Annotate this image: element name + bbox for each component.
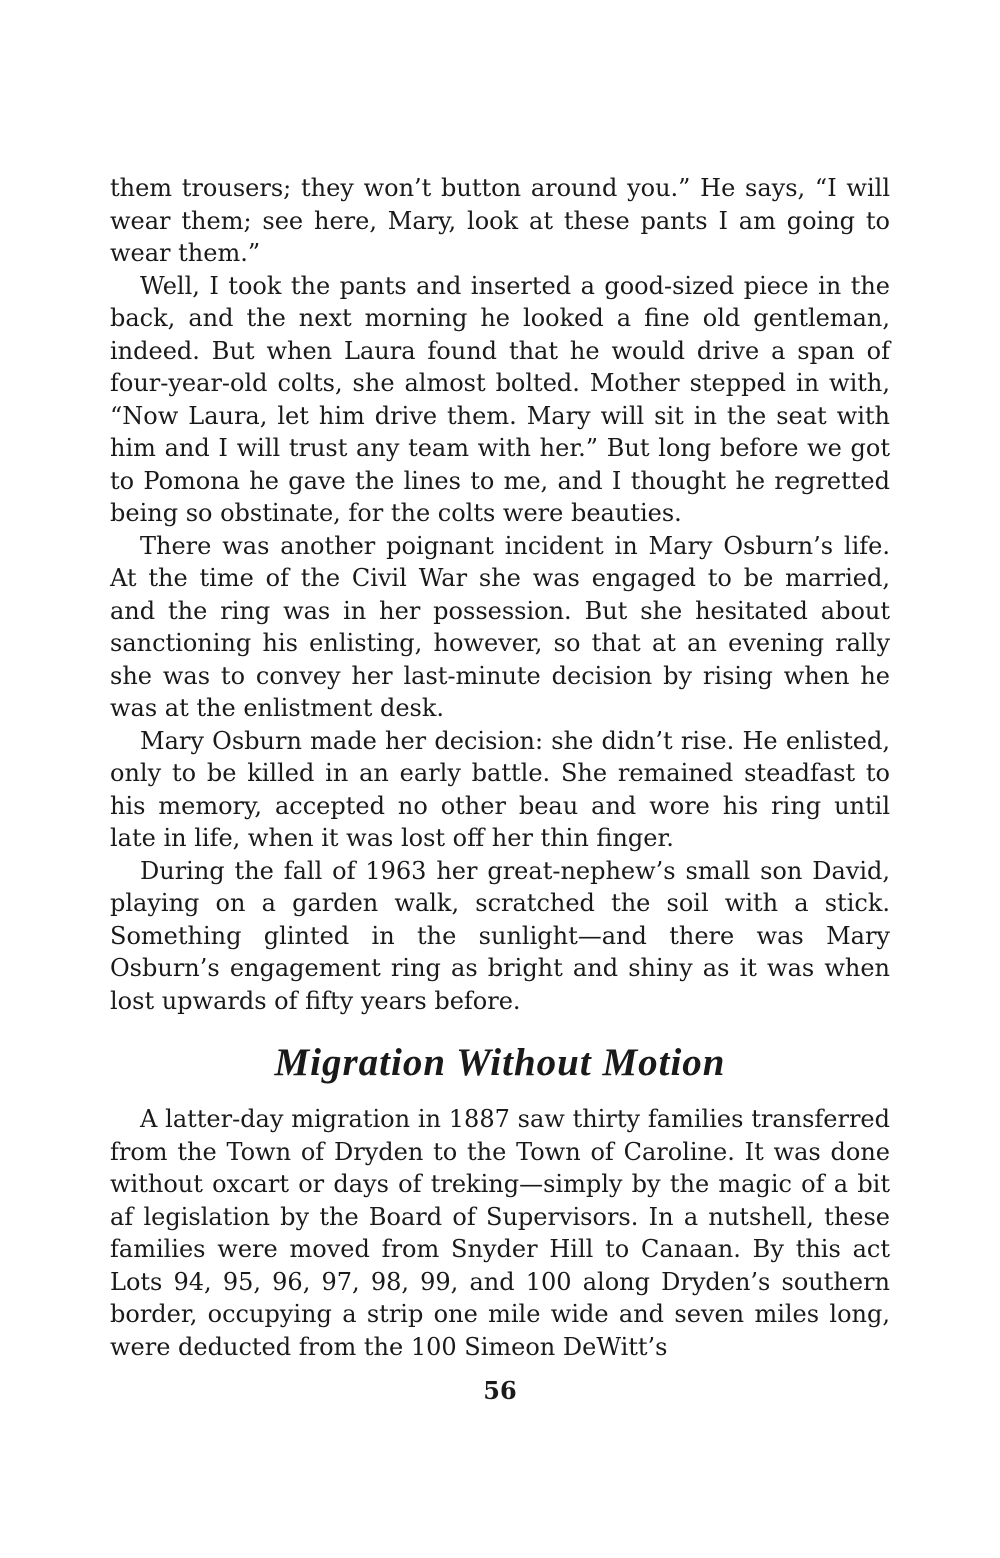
paragraph-poignant-incident: There was another poignant incident in Mary Osburn’s life. At the time of the Civil War she was engaged to be married, and the ring was in her possession. But she hesitated about sanctioning his enlisting, however, so that at an evening rally she was to convey her last-minute decision by rising when he was at the enlistment desk. xyxy=(110,531,890,722)
paragraph-trousers-dialogue: them trousers; they won’t button around you.” He says, “I will wear them; see here, Mary, look at these pants I am going to wear them.” xyxy=(110,174,890,267)
paragraph-pants-and-colts: Well, I took the pants and inserted a good-sized piece in the back, and the next morning he looked a fine old gentleman, indeed. But when Laura found that he would drive a span of four-year-old colts, she almost bolted. Mother stepped in with, “Now Laura, let him drive them. Mary will sit in the seat with him and I will trust any team with her.” But long before we got to Pomona he gave the lines to me, and I thought he regretted being so obstinate, for the colts were beauties. xyxy=(110,271,890,527)
page-number: 56 xyxy=(483,1376,517,1405)
page-body xyxy=(110,172,890,1363)
paragraph-migration: A latter-day migration in 1887 saw thirty families transferred from the Town of Dryden to the Town of Caroline. It was done without oxcart or days of treking—simply by the magic of a bit af legislation by the Board of Supervisors. In a nutshell, these families were moved from Snyder Hill to Canaan. By this act Lots 94, 95, 96, 97, 98, 99, and 100 along Dryden’s southern border, occupying a strip one mile wide and seven miles long, were deducted from the 100 Simeon DeWitt’s xyxy=(110,1105,890,1361)
section-heading: Migration Without Motion xyxy=(274,1041,726,1084)
paragraph-ring-found: During the fall of 1963 her great-nephew’s small son David, playing on a garden walk, scratched the soil with a stick. Something glinted in the sunlight—and there was Mary Osburn’s engagement ring as bright and shiny as it was when lost upwards of fifty years before. xyxy=(110,856,890,1015)
paragraph-decision: Mary Osburn made her decision: she didn’t rise. He enlisted, only to be killed in an early battle. She remained steadfast to his memory, accepted no other beau and wore his ring until late in life, when it was lost off her thin finger. xyxy=(110,726,890,852)
